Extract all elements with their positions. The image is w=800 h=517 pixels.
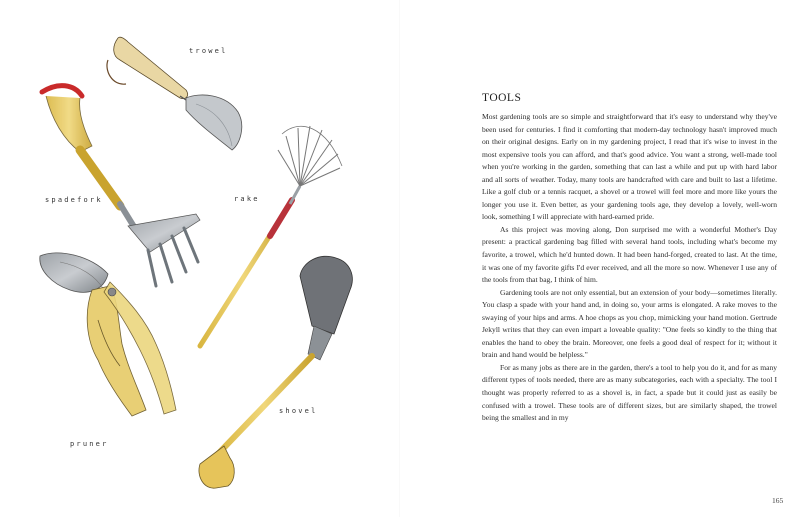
label-trowel: trowel	[189, 47, 228, 55]
label-shovel: shovel	[279, 407, 318, 415]
label-spadefork: spadefork	[45, 196, 103, 204]
paragraph: As this project was moving along, Don surprised me with a wonderful Mother's Day present: a practical gardening bag filled with several hand tools, including what's become my favorite, a trowel, which he'd hunted down. It had been hand-forged, created to last. At the time, it was one of my favorite gifts I'd ever received, and all the more so now. Whenever I use any of the tools from that bag, I think of him.	[482, 224, 777, 285]
body-text	[482, 111, 777, 425]
label-rake: rake	[234, 195, 260, 203]
page-number: 165	[772, 496, 784, 505]
paragraph: Most gardening tools are so simple and straightforward that it's easy to understand why they've been used for centuries. I find it comforting that modern-day technology hasn't improved much on their original designs. Early on in my gardening project, I read that it's wise to invest in the most expensive tools you can afford, and that's good advice. You want a strong, well-made tool when you're working in the garden, something that can last a while and put up with hard labor and all sorts of weather. Today, many tools are handcrafted with care and built to last a lifetime. Like a golf club or a tennis racquet, a shovel or a trowel will feel more and more like yours the longer you use it. Even better, as your gardening tools age, they develop a lovely, well-worn look, something I will appreciate with hard-earned pride.	[482, 112, 777, 222]
section-heading: TOOLS	[482, 92, 522, 104]
shovel-drawing	[199, 256, 352, 488]
paragraph: Gardening tools are not only essential, but an extension of your body—sometimes literally. You clasp a spade with your hand and, in doing so, your arms is elongated. A rake moves to the swaying of your hips and arms. A hoe chops as you chop, mimicking your hand motion. Gertrude Jekyll writes that they can even impart a loveable quality: "One feels so kindly to the thing that enables the hand to obey the brain. Moreover, one feels a good deal of respect for it; without it brain and hand would be helpless."	[482, 287, 777, 360]
paragraph: For as many jobs as there are in the garden, there's a tool to help you do it, and for as many different types of tools needed, there are as many subcategories, each with a specialty. The tool I thought was properly referred to as a shovel is, in fact, a spade but it could just as easily be confused with a trowel. These tools are of different sizes, but are similarly shaped, the trowel being the smallest and in my	[482, 362, 777, 423]
label-pruner: pruner	[70, 440, 109, 448]
